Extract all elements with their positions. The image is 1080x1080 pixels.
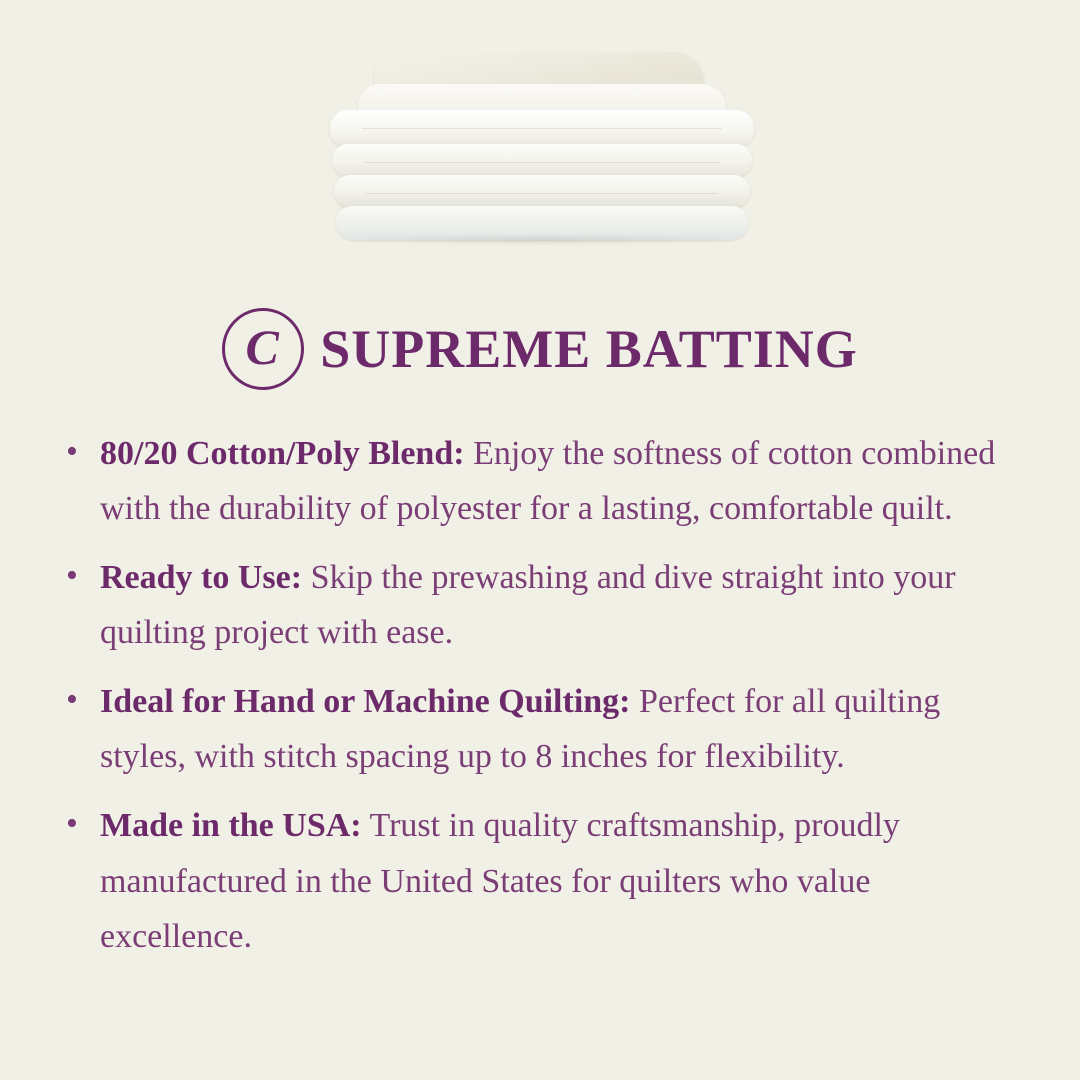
list-item [56, 550, 1024, 660]
feature-heading: Ideal for Hand or Machine Quilting: [100, 683, 631, 721]
feature-body: Enjoy the softness of cotton combined with the durability of polyester for a lasting, comfortable quilt. [100, 435, 996, 528]
feature-body: Perfect for all quilting styles, with stitch spacing up to 8 inches for flexibility. [100, 683, 941, 776]
feature-body: Skip the prewashing and dive straight into your quilting project with ease. [100, 559, 956, 652]
brand-monogram-letter: C [245, 319, 279, 375]
list-item [56, 426, 1024, 536]
feature-body: Trust in quality craftsmanship, proudly manufactured in the United States for quilters who value excellence. [100, 807, 900, 955]
list-item [56, 798, 1024, 963]
feature-heading: Made in the USA: [100, 807, 362, 845]
feature-list [56, 426, 1024, 964]
page-title: SUPREME BATTING [320, 319, 858, 379]
list-item [56, 674, 1024, 784]
batting-fold-3 [334, 175, 750, 208]
batting-crease-line [362, 128, 722, 129]
feature-heading: Ready to Use: [100, 559, 303, 597]
feature-heading: 80/20 Cotton/Poly Blend: [100, 435, 465, 472]
batting-stack-illustration [322, 52, 762, 247]
product-image [0, 0, 1080, 262]
brand-monogram-icon [222, 308, 304, 390]
batting-crease-line [366, 193, 718, 194]
batting-crease-line [364, 162, 720, 163]
batting-drop-shadow [342, 234, 742, 246]
brand-heading [0, 308, 1080, 390]
batting-fold-2 [332, 144, 752, 177]
